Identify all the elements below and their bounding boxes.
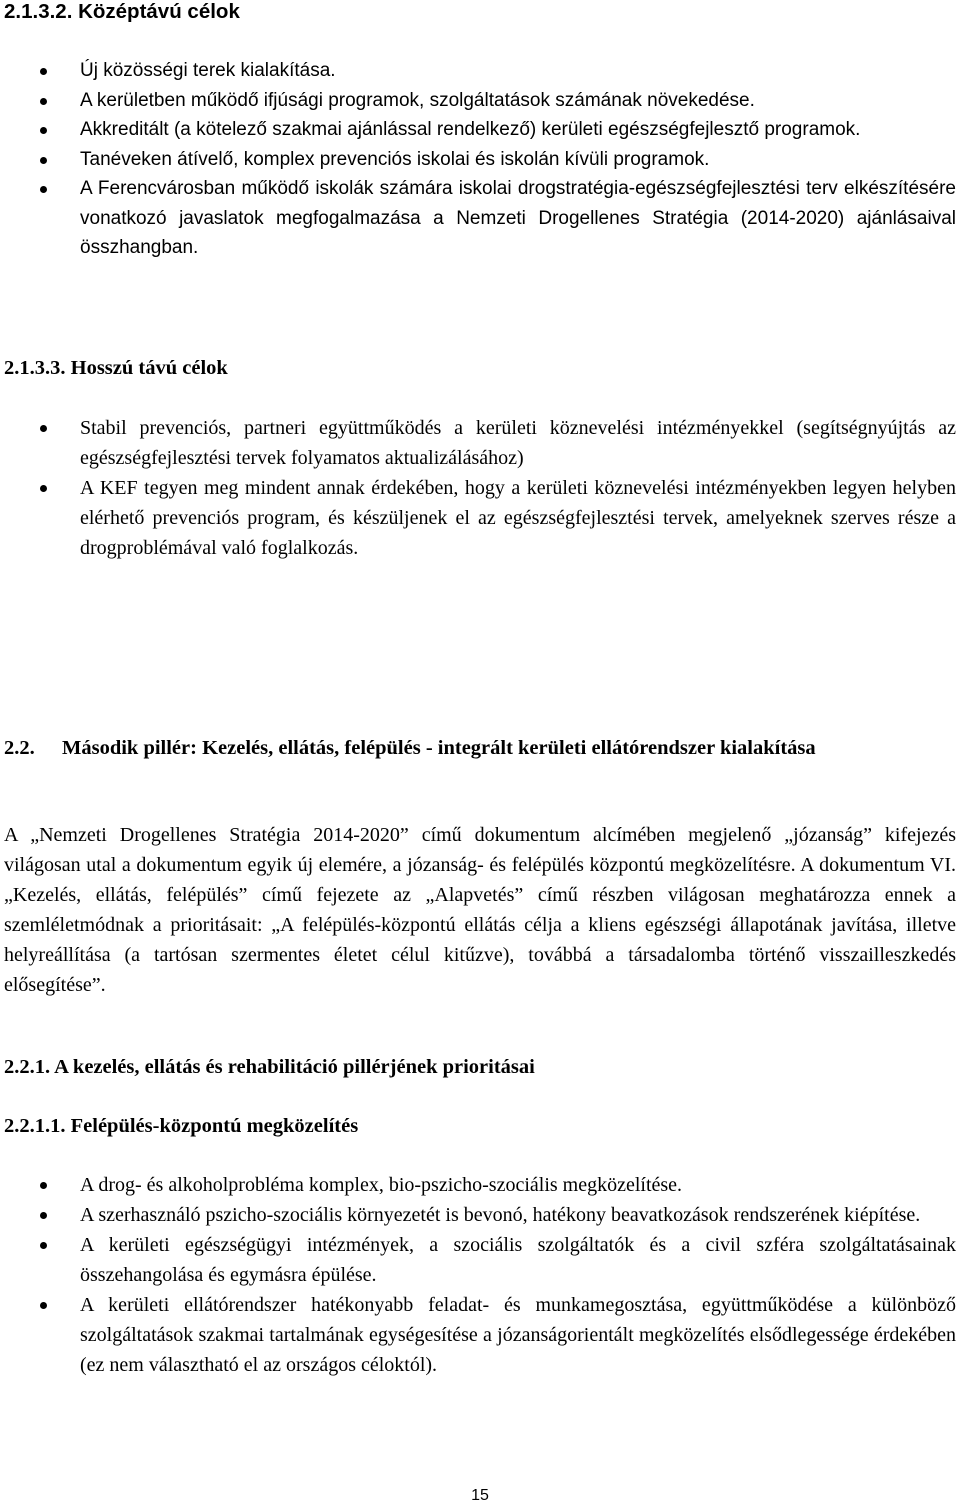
bullet-icon <box>40 1242 47 1249</box>
list-item: A szerhasználó pszicho-szociális környezetét is bevonó, hatékony beavatkozások rendszerének kiépítése. <box>0 1200 956 1230</box>
midterm-goals-list <box>0 56 956 263</box>
bullet-icon <box>40 485 47 492</box>
section-heading-recovery: 2.2.1.1. Felépülés-központú megközelítés <box>4 1115 359 1137</box>
bullet-icon <box>40 157 47 164</box>
section-heading-pillar <box>4 733 956 763</box>
longterm-goals-list <box>0 413 956 563</box>
section-number: 2.2. <box>4 737 35 759</box>
bullet-icon <box>40 1182 47 1189</box>
bullet-icon <box>40 1302 47 1309</box>
section-heading-midterm: 2.1.3.2. Középtávú célok <box>4 0 240 23</box>
list-item: Akkreditált (a kötelező szakmai ajánlással rendelkező) kerületi egészségfejlesztő programok. <box>0 115 956 145</box>
bullet-icon <box>40 1212 47 1219</box>
recovery-approach-list <box>0 1170 956 1380</box>
bullet-icon <box>40 98 47 105</box>
list-item: A kerületben működő ifjúsági programok, szolgáltatások számának növekedése. <box>0 86 956 116</box>
page-number: 15 <box>471 1487 489 1504</box>
pillar-paragraph: A „Nemzeti Drogellenes Stratégia 2014-2020” című dokumentum alcímében megjelenő „józanság” kifejezés világosan utal a dokumentum egyik új elemére, a józanság- és felépülés központú megközelítésre. A dokumentum VI. „Kezelés, ellátás, felépülés” című fejezete az „Alapvetés” című részben világosan meghatározza ennek a szemléletmódnak a prioritásait: „A felépülés-központú ellátás célja a kliens egészségi állapotának javítása, illetve helyreállítása (a tartósan szermentes életet célul kitűzve), továbbá a társadalomba történő visszailleszkedés elősegítése”. <box>4 824 956 996</box>
list-item: A kerületi egészségügyi intézmények, a szociális szolgáltatók és a civil szféra szolgáltatásainak összehangolása és egymásra épülése. <box>0 1230 956 1290</box>
list-item: A Ferencvárosban működő iskolák számára iskolai drogstratégia-egészségfejlesztési terv elkészítésére vonatkozó javaslatok megfogalmazása a Nemzeti Drogellenes Stratégia (2014-2020) ajánlásaival összhangban. <box>0 174 956 263</box>
list-item: A drog- és alkoholprobléma komplex, bio-pszicho-szociális megközelítése. <box>0 1170 956 1200</box>
section-heading-longterm: 2.1.3.3. Hosszú távú célok <box>4 357 228 379</box>
list-item: A KEF tegyen meg mindent annak érdekében, hogy a kerületi köznevelési intézményekben legyen helyben elérhető prevenciós program, és készüljenek el az egészségfejlesztési tervek, amelyeknek szerves része a drogproblémával való foglalkozás. <box>0 473 956 563</box>
list-item: A kerületi ellátórendszer hatékonyabb feladat- és munkamegosztása, együttműködése a különböző szolgáltatások szakmai tartalmának egységesítése a józanságorientált megközelítés elsődlegessége érdekében (ez nem választható el az országos céloktól). <box>0 1290 956 1380</box>
list-item: Új közösségi terek kialakítása. <box>0 56 956 86</box>
bullet-icon <box>40 186 47 193</box>
bullet-icon <box>40 127 47 134</box>
section-heading-priorities: 2.2.1. A kezelés, ellátás és rehabilitáció pillérjének prioritásai <box>4 1056 535 1078</box>
list-item: Stabil prevenciós, partneri együttműködés a kerületi köznevelési intézményekkel (segítségnyújtás az egészségfejlesztési tervek folyamatos aktualizálásához) <box>0 413 956 473</box>
list-item: Tanéveken átívelő, komplex prevenciós iskolai és iskolán kívüli programok. <box>0 145 956 175</box>
section-title: Második pillér: Kezelés, ellátás, felépülés - integrált kerületi ellátórendszer kialakítása <box>62 737 816 759</box>
bullet-icon <box>40 425 47 432</box>
bullet-icon <box>40 68 47 75</box>
